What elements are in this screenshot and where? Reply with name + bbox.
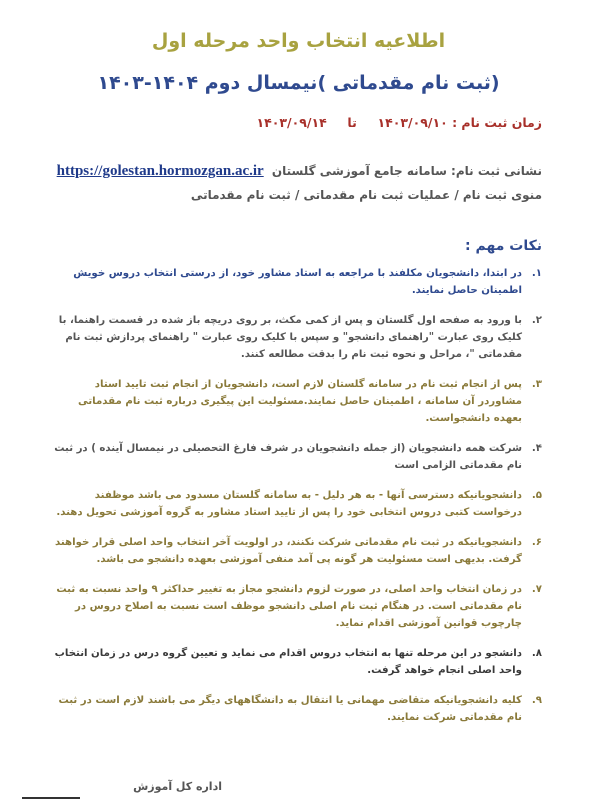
note-number: ۱. xyxy=(531,268,542,279)
registration-to-word: تا xyxy=(347,115,357,130)
note-item xyxy=(52,487,542,521)
footer-divider xyxy=(22,797,80,799)
registration-end-date: ۱۴۰۳/۰۹/۱۴ xyxy=(256,115,327,130)
note-number: ۳. xyxy=(531,379,542,390)
note-text: شرکت همه دانشجویان (از جمله دانشجویان در شرف فارغ التحصیلی در نیمسال آینده ) در ثبت نام مقدماتی الزامی است xyxy=(54,443,522,471)
note-item xyxy=(52,440,542,474)
note-number: ۹. xyxy=(531,695,542,706)
note-text: پس از انجام ثبت نام در سامانه گلستان لازم است، دانشجویان از انجام ثبت تایید استاد مشاوردر آن سامانه ، اطمینان حاصل نمایند.مسئولیت این پیگیری درباره ثبت نام مقدماتی بعهده دانشجواست. xyxy=(78,379,522,424)
note-text: دانشجویانیکه در ثبت نام مقدماتی شرکت نکنند، در اولویت آخر انتخاب واحد اصلی قرار خواهند گرفت. بدیهی است مسئولیت هر گونه پی آمد منفی آموزشی بعهده دانشجو می باشد. xyxy=(54,537,522,565)
note-number: ۶. xyxy=(531,537,542,548)
menu-path: منوی ثبت نام / عملیات ثبت نام مقدماتی / ثبت نام مقدماتی xyxy=(190,188,542,202)
note-text: در زمان انتخاب واحد اصلی، در صورت لزوم دانشجو مجاز به تغییر حداکثر ۹ واحد نسبت به ثبت نام مقدماتی است. در هنگام ثبت نام اصلی دانشجو موظف است نسبت به اصلاح دروس در چارچوب قوانین آموزشی اقدام نماید. xyxy=(56,584,522,629)
note-number: ۴. xyxy=(531,443,542,454)
note-number: ۸. xyxy=(531,648,542,659)
note-text: دانشجو در این مرحله تنها به انتخاب دروس اقدام می نماید و تعیین گروه درس در زمان انتخاب واحد اصلی انجام خواهد گرفت. xyxy=(54,648,522,676)
registration-time-label: زمان ثبت نام : xyxy=(452,115,542,130)
note-text: در ابتدا، دانشجویان مکلفند با مراجعه به استاد مشاور خود، از درستی انتخاب دروس خویش اطمینان حاصل نمایند. xyxy=(73,268,522,296)
note-number: ۷. xyxy=(531,584,542,595)
note-item xyxy=(52,534,542,568)
page-title: اطلاعیه انتخاب واحد مرحله اول xyxy=(151,30,446,52)
notes-heading: نکات مهم : xyxy=(465,238,542,254)
note-item xyxy=(52,312,542,363)
registration-start-date: ۱۴۰۳/۰۹/۱۰ xyxy=(377,115,448,130)
note-text: دانشجویانیکه دسترسی آنها - به هر دلیل - به سامانه گلستان مسدود می باشد موظفند درخواست کتبی دروس انتخابی خود را پس از تایید استاد مشاور به گروه آموزشی تحویل دهند. xyxy=(56,490,522,518)
note-text: با ورود به صفحه اول گلستان و پس از کمی مکث، بر روی دریچه باز شده در قسمت راهنما، با کلیک روی عبارت "راهنمای دانشجو" و سپس با کلیک روی عبارت " راهنمای پردازش ثبت نام مقدماتی "، مراحل و نحوه ثبت نام را بدقت مطالعه کنند. xyxy=(58,315,522,360)
notes-list xyxy=(52,265,542,739)
note-item xyxy=(52,265,542,299)
note-item xyxy=(52,645,542,679)
note-item xyxy=(52,692,542,726)
page-subtitle: (ثبت نام مقدماتی )نیمسال دوم ۱۴۰۴-۱۴۰۳ xyxy=(97,72,500,94)
golestan-link[interactable]: https://golestan.hormozgan.ac.ir xyxy=(56,163,264,179)
note-item xyxy=(52,376,542,427)
registration-address-label: نشانی ثبت نام: سامانه جامع آموزشی گلستان xyxy=(271,164,542,178)
note-number: ۵. xyxy=(531,490,542,501)
registration-time xyxy=(257,115,542,130)
note-number: ۲. xyxy=(531,315,542,326)
footer-signature: اداره کل آموزش xyxy=(133,780,222,793)
note-item xyxy=(52,581,542,632)
registration-address xyxy=(57,163,542,180)
note-text: کلیه دانشجویانیکه متقاضی مهمانی یا انتقال به دانشگاههای دیگر می باشند لازم است در ثبت نام مقدماتی شرکت نمایند. xyxy=(58,695,522,723)
